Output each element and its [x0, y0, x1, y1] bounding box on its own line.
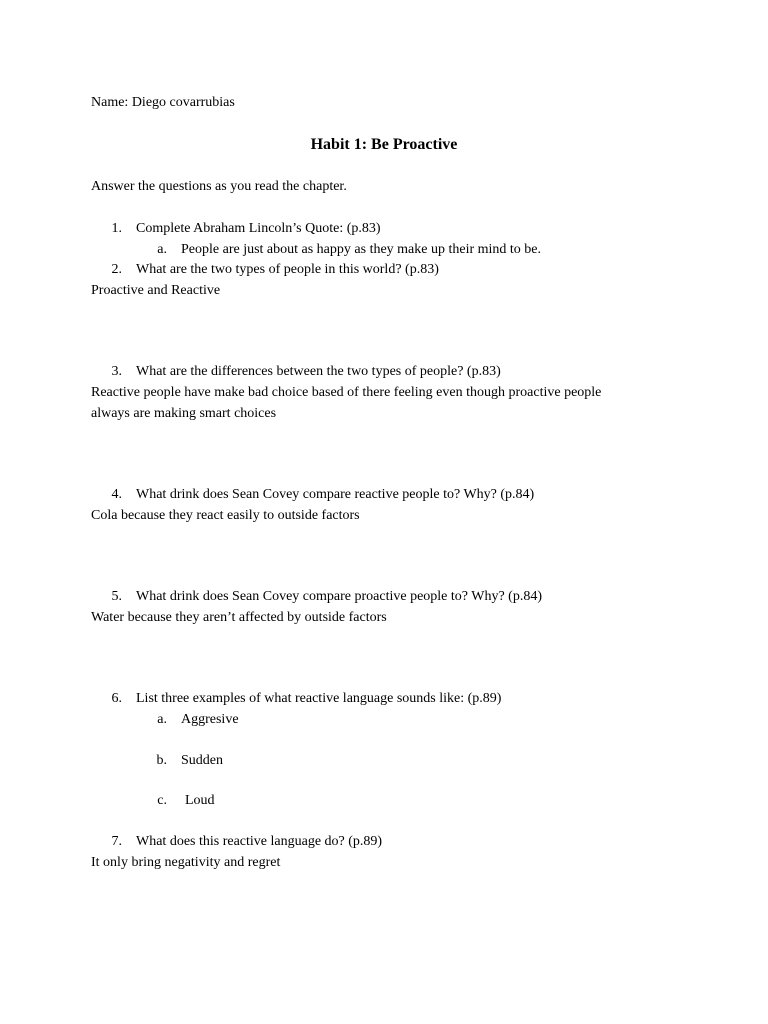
subitem-marker: c. — [157, 793, 167, 808]
question-text: What drink does Sean Covey compare proactive people to? Why? (p.84) — [136, 589, 542, 604]
question-number: 3. — [111, 364, 122, 379]
question-text: Complete Abraham Lincoln’s Quote: (p.83) — [136, 221, 381, 236]
answer-text: always are making smart choices — [91, 406, 277, 421]
subitem-text: Sudden — [181, 753, 223, 768]
page-title: Habit 1: Be Proactive — [310, 136, 458, 153]
answer-text: It only bring negativity and regret — [91, 855, 281, 870]
question-number: 6. — [111, 691, 122, 706]
question-number: 4. — [111, 487, 122, 502]
subitem-text: Loud — [185, 793, 215, 808]
subitem-marker: b. — [156, 753, 167, 768]
question-text: What are the two types of people in this world? (p.83) — [136, 262, 439, 277]
question-text: List three examples of what reactive language sounds like: (p.89) — [136, 691, 502, 706]
subitem-text: Aggresive — [181, 712, 239, 727]
answer-text: Proactive and Reactive — [91, 283, 221, 298]
question-number: 2. — [111, 262, 122, 277]
question-number: 7. — [111, 834, 122, 849]
question-text: What does this reactive language do? (p.89) — [136, 834, 383, 849]
name-line: Name: Diego covarrubias — [91, 95, 235, 110]
answer-text: Reactive people have make bad choice based of there feeling even though proactive people — [91, 385, 602, 400]
subitem-text: People are just about as happy as they make up their mind to be. — [181, 242, 542, 257]
subitem-marker: a. — [157, 712, 167, 727]
question-number: 5. — [111, 589, 122, 604]
answer-text: Cola because they react easily to outside factors — [91, 508, 360, 523]
instructions: Answer the questions as you read the chapter. — [91, 179, 347, 194]
question-text: What are the differences between the two types of people? (p.83) — [136, 364, 501, 379]
question-number: 1. — [111, 221, 122, 236]
subitem-marker: a. — [157, 242, 167, 257]
question-text: What drink does Sean Covey compare reactive people to? Why? (p.84) — [136, 487, 535, 502]
answer-text: Water because they aren’t affected by outside factors — [91, 610, 387, 625]
